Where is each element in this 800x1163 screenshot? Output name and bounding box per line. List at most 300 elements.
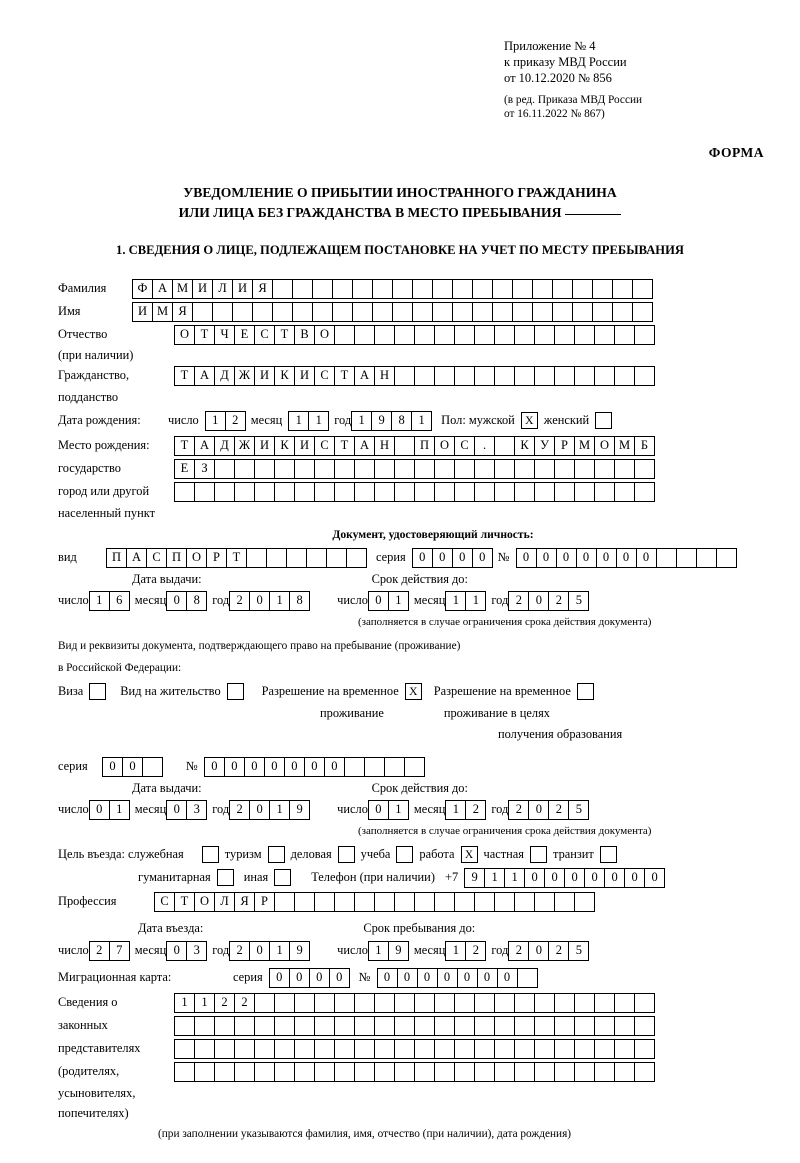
sex-female-checkbox[interactable]	[595, 412, 612, 429]
cell[interactable]	[554, 325, 575, 345]
cell[interactable]	[494, 436, 515, 456]
cell[interactable]: Н	[374, 436, 395, 456]
cell[interactable]	[414, 482, 435, 502]
cell[interactable]: К	[274, 436, 295, 456]
cell[interactable]	[594, 1062, 615, 1082]
cell[interactable]	[372, 302, 393, 322]
cell[interactable]	[634, 1016, 655, 1036]
cell[interactable]: 2	[465, 941, 486, 961]
cell[interactable]: У	[534, 436, 555, 456]
cell[interactable]: 0	[166, 800, 187, 820]
cell[interactable]: 1	[445, 591, 466, 611]
cell[interactable]	[514, 993, 535, 1013]
cell[interactable]	[474, 993, 495, 1013]
cell[interactable]: 2	[234, 993, 255, 1013]
cell[interactable]: Т	[334, 436, 355, 456]
cell[interactable]: 2	[229, 800, 250, 820]
cell[interactable]	[354, 1016, 375, 1036]
cell[interactable]: М	[574, 436, 595, 456]
cell[interactable]	[532, 279, 553, 299]
cell[interactable]: 0	[249, 800, 270, 820]
cell[interactable]: 0	[457, 968, 478, 988]
sex-male-checkbox[interactable]: X	[521, 412, 538, 429]
cell[interactable]	[234, 1062, 255, 1082]
cell[interactable]	[374, 1039, 395, 1059]
cell[interactable]: Ж	[234, 366, 255, 386]
cell[interactable]: 1	[368, 941, 389, 961]
cell[interactable]	[214, 1016, 235, 1036]
cell[interactable]: 1	[388, 800, 409, 820]
cell[interactable]	[174, 482, 195, 502]
cell[interactable]: О	[594, 436, 615, 456]
legal-rep-cells-row-3[interactable]	[174, 1039, 654, 1059]
cell[interactable]	[334, 325, 355, 345]
cell[interactable]: 0	[437, 968, 458, 988]
cell[interactable]	[292, 279, 313, 299]
cell[interactable]: Ч	[214, 325, 235, 345]
cell[interactable]: 8	[289, 591, 310, 611]
cell[interactable]	[434, 459, 455, 479]
cell[interactable]: С	[314, 436, 335, 456]
cell[interactable]	[574, 1016, 595, 1036]
cell[interactable]: 9	[371, 411, 392, 431]
cell[interactable]	[634, 1062, 655, 1082]
cell[interactable]	[414, 459, 435, 479]
cell[interactable]	[554, 993, 575, 1013]
cell[interactable]	[174, 1039, 195, 1059]
cell[interactable]: Ф	[132, 279, 153, 299]
cell[interactable]: 0	[497, 968, 518, 988]
cell[interactable]	[554, 482, 575, 502]
doc-issue-month-cells[interactable]	[166, 591, 206, 611]
cell[interactable]: 5	[568, 941, 589, 961]
cell[interactable]: Я	[172, 302, 193, 322]
cell[interactable]	[554, 459, 575, 479]
cell[interactable]	[214, 1039, 235, 1059]
cell[interactable]	[432, 302, 453, 322]
cell[interactable]	[612, 279, 633, 299]
cell[interactable]	[432, 279, 453, 299]
cell[interactable]	[494, 366, 515, 386]
cell[interactable]	[434, 482, 455, 502]
cell[interactable]	[494, 459, 515, 479]
cell[interactable]	[314, 892, 335, 912]
cell[interactable]: 1	[205, 411, 226, 431]
cell[interactable]	[292, 302, 313, 322]
cell[interactable]	[274, 892, 295, 912]
stayto-month-cells[interactable]	[445, 941, 485, 961]
cell[interactable]	[246, 548, 267, 568]
cell[interactable]: М	[614, 436, 635, 456]
entry-day-cells[interactable]	[89, 941, 129, 961]
cell[interactable]	[632, 279, 653, 299]
cell[interactable]: О	[434, 436, 455, 456]
cell[interactable]	[614, 366, 635, 386]
cell[interactable]	[314, 482, 335, 502]
stay-issue-day-cells[interactable]	[89, 800, 129, 820]
cell[interactable]	[392, 279, 413, 299]
cell[interactable]: С	[146, 548, 167, 568]
cell[interactable]	[314, 1062, 335, 1082]
cell[interactable]	[592, 279, 613, 299]
cell[interactable]	[334, 892, 355, 912]
cell[interactable]: 0	[122, 757, 143, 777]
cell[interactable]: 9	[464, 868, 485, 888]
cell[interactable]	[354, 1039, 375, 1059]
cell[interactable]	[632, 302, 653, 322]
cell[interactable]	[352, 279, 373, 299]
cell[interactable]: 1	[174, 993, 195, 1013]
cell[interactable]	[254, 1039, 275, 1059]
cell[interactable]: Т	[226, 548, 247, 568]
cell[interactable]	[634, 325, 655, 345]
cell[interactable]: О	[314, 325, 335, 345]
cell[interactable]	[534, 482, 555, 502]
cell[interactable]	[474, 1016, 495, 1036]
cell[interactable]	[354, 459, 375, 479]
cell[interactable]: 0	[269, 968, 290, 988]
cell[interactable]: Р	[254, 892, 275, 912]
cell[interactable]	[374, 1062, 395, 1082]
cell[interactable]	[594, 482, 615, 502]
cell[interactable]: 0	[556, 548, 577, 568]
cell[interactable]: 0	[477, 968, 498, 988]
cell[interactable]	[394, 366, 415, 386]
cell[interactable]	[334, 1039, 355, 1059]
cell[interactable]	[614, 1039, 635, 1059]
cell[interactable]: 1	[194, 993, 215, 1013]
cell[interactable]	[532, 302, 553, 322]
cell[interactable]: 1	[288, 411, 309, 431]
cell[interactable]: 1	[269, 591, 290, 611]
stayto-year-cells[interactable]	[508, 941, 588, 961]
cell[interactable]	[634, 459, 655, 479]
cell[interactable]	[374, 325, 395, 345]
cell[interactable]	[414, 892, 435, 912]
purpose-humanitarian-checkbox[interactable]	[217, 869, 234, 886]
cell[interactable]	[414, 1039, 435, 1059]
cell[interactable]: Я	[234, 892, 255, 912]
cell[interactable]	[306, 548, 327, 568]
cell[interactable]	[354, 482, 375, 502]
cell[interactable]: 3	[186, 941, 207, 961]
cell[interactable]	[574, 325, 595, 345]
cell[interactable]	[194, 1016, 215, 1036]
cell[interactable]: К	[274, 366, 295, 386]
cell[interactable]: 1	[445, 800, 466, 820]
doc-series-cells[interactable]	[412, 548, 492, 568]
cell[interactable]	[394, 1039, 415, 1059]
cell[interactable]	[574, 1039, 595, 1059]
cell[interactable]	[194, 482, 215, 502]
cell[interactable]	[374, 482, 395, 502]
cell[interactable]: 0	[244, 757, 265, 777]
cell[interactable]: 9	[289, 941, 310, 961]
cell[interactable]: 0	[324, 757, 345, 777]
cell[interactable]	[294, 892, 315, 912]
birth-month-cells[interactable]	[288, 411, 328, 431]
stay-issue-year-cells[interactable]	[229, 800, 309, 820]
cell[interactable]	[534, 1039, 555, 1059]
cell[interactable]: Д	[214, 366, 235, 386]
cell[interactable]	[394, 1062, 415, 1082]
cell[interactable]	[384, 757, 405, 777]
cell[interactable]	[454, 1062, 475, 1082]
cell[interactable]	[254, 459, 275, 479]
cell[interactable]: О	[186, 548, 207, 568]
cell[interactable]	[454, 482, 475, 502]
cell[interactable]	[374, 892, 395, 912]
cell[interactable]: 1	[504, 868, 525, 888]
cell[interactable]	[492, 279, 513, 299]
cell[interactable]	[454, 892, 475, 912]
legal-rep-cells-row-4[interactable]	[174, 1062, 654, 1082]
cell[interactable]: 0	[329, 968, 350, 988]
cell[interactable]	[286, 548, 307, 568]
cell[interactable]: Л	[212, 279, 233, 299]
cell[interactable]	[594, 366, 615, 386]
cell[interactable]: 0	[624, 868, 645, 888]
cell[interactable]	[514, 892, 535, 912]
cell[interactable]: Е	[234, 325, 255, 345]
cell[interactable]	[294, 1062, 315, 1082]
cell[interactable]: 1	[388, 591, 409, 611]
cell[interactable]: 2	[225, 411, 246, 431]
cell[interactable]	[332, 302, 353, 322]
cell[interactable]: 0	[596, 548, 617, 568]
cell[interactable]	[474, 482, 495, 502]
cell[interactable]: 1	[89, 591, 110, 611]
cell[interactable]	[232, 302, 253, 322]
cell[interactable]	[414, 325, 435, 345]
cell[interactable]	[574, 1062, 595, 1082]
cell[interactable]	[554, 1016, 575, 1036]
cell[interactable]	[214, 482, 235, 502]
cell[interactable]: Р	[206, 548, 227, 568]
cell[interactable]: 0	[616, 548, 637, 568]
doc-valid-day-cells[interactable]	[368, 591, 408, 611]
cell[interactable]: Р	[554, 436, 575, 456]
stay-valid-year-cells[interactable]	[508, 800, 588, 820]
cell[interactable]: 0	[576, 548, 597, 568]
stay-number-cells[interactable]	[204, 757, 424, 777]
cell[interactable]	[474, 459, 495, 479]
cell[interactable]	[234, 1039, 255, 1059]
cell[interactable]	[354, 1062, 375, 1082]
cell[interactable]	[676, 548, 697, 568]
cell[interactable]: 0	[377, 968, 398, 988]
cell[interactable]: 2	[548, 800, 569, 820]
cell[interactable]: М	[172, 279, 193, 299]
cell[interactable]	[472, 279, 493, 299]
cell[interactable]: О	[174, 325, 195, 345]
cell[interactable]: 2	[89, 941, 110, 961]
cell[interactable]: Т	[174, 366, 195, 386]
cell[interactable]	[312, 302, 333, 322]
cell[interactable]	[434, 366, 455, 386]
cell[interactable]	[374, 993, 395, 1013]
cell[interactable]	[234, 482, 255, 502]
cell[interactable]: 0	[472, 548, 493, 568]
cell[interactable]: 0	[584, 868, 605, 888]
cell[interactable]: 0	[644, 868, 665, 888]
cell[interactable]	[326, 548, 347, 568]
cell[interactable]	[394, 892, 415, 912]
cell[interactable]	[594, 325, 615, 345]
cell[interactable]	[194, 1039, 215, 1059]
doc-issue-year-cells[interactable]	[229, 591, 309, 611]
cell[interactable]	[452, 302, 473, 322]
cell[interactable]: С	[254, 325, 275, 345]
cell[interactable]: Т	[194, 325, 215, 345]
cell[interactable]: 0	[524, 868, 545, 888]
cell[interactable]	[716, 548, 737, 568]
cell[interactable]	[294, 459, 315, 479]
purpose-tourism-checkbox[interactable]	[268, 846, 285, 863]
cell[interactable]	[452, 279, 473, 299]
cell[interactable]	[514, 459, 535, 479]
cell[interactable]	[494, 993, 515, 1013]
cell[interactable]	[192, 302, 213, 322]
cell[interactable]	[634, 366, 655, 386]
cell[interactable]	[294, 993, 315, 1013]
cell[interactable]: 0	[166, 941, 187, 961]
migration-number-cells[interactable]	[377, 968, 537, 988]
cell[interactable]: И	[192, 279, 213, 299]
cell[interactable]: Н	[374, 366, 395, 386]
cell[interactable]	[614, 1062, 635, 1082]
stay-valid-month-cells[interactable]	[445, 800, 485, 820]
cell[interactable]: И	[294, 366, 315, 386]
cell[interactable]	[174, 1016, 195, 1036]
cell[interactable]: Т	[274, 325, 295, 345]
cell[interactable]: П	[414, 436, 435, 456]
cell[interactable]: Е	[174, 459, 195, 479]
cell[interactable]: 0	[452, 548, 473, 568]
cell[interactable]: .	[474, 436, 495, 456]
birthplace-cells-row-2[interactable]	[174, 459, 654, 479]
cell[interactable]	[454, 993, 475, 1013]
cell[interactable]	[574, 366, 595, 386]
cell[interactable]: А	[354, 436, 375, 456]
cell[interactable]	[354, 325, 375, 345]
cell[interactable]	[534, 993, 555, 1013]
cell[interactable]: И	[254, 436, 275, 456]
cell[interactable]	[372, 279, 393, 299]
cell[interactable]: А	[354, 366, 375, 386]
cell[interactable]	[404, 757, 425, 777]
cell[interactable]	[614, 1016, 635, 1036]
cell[interactable]: А	[152, 279, 173, 299]
cell[interactable]: Б	[634, 436, 655, 456]
entry-year-cells[interactable]	[229, 941, 309, 961]
cell[interactable]	[394, 1016, 415, 1036]
cell[interactable]	[534, 459, 555, 479]
cell[interactable]: 0	[284, 757, 305, 777]
birthplace-cells-row-3[interactable]	[174, 482, 654, 502]
cell[interactable]	[392, 302, 413, 322]
cell[interactable]	[344, 757, 365, 777]
purpose-private-checkbox[interactable]	[530, 846, 547, 863]
cell[interactable]	[414, 1016, 435, 1036]
cell[interactable]	[474, 1062, 495, 1082]
residence-permit-checkbox[interactable]	[227, 683, 244, 700]
cell[interactable]	[352, 302, 373, 322]
cell[interactable]	[474, 892, 495, 912]
cell[interactable]	[514, 325, 535, 345]
edu-residence-checkbox[interactable]	[577, 683, 594, 700]
cell[interactable]: 1	[465, 591, 486, 611]
cell[interactable]	[594, 1039, 615, 1059]
cell[interactable]: 0	[417, 968, 438, 988]
cell[interactable]	[656, 548, 677, 568]
cell[interactable]	[574, 482, 595, 502]
cell[interactable]	[294, 1016, 315, 1036]
cell[interactable]: С	[454, 436, 475, 456]
doc-valid-year-cells[interactable]	[508, 591, 588, 611]
cell[interactable]	[434, 1062, 455, 1082]
cell[interactable]: 1	[445, 941, 466, 961]
cell[interactable]	[354, 993, 375, 1013]
cell[interactable]	[274, 1062, 295, 1082]
cell[interactable]: 0	[528, 800, 549, 820]
legal-rep-cells-row-2[interactable]	[174, 1016, 654, 1036]
profession-cells[interactable]	[154, 892, 594, 912]
cell[interactable]	[434, 1039, 455, 1059]
cell[interactable]: Д	[214, 436, 235, 456]
cell[interactable]	[614, 993, 635, 1013]
cell[interactable]: 2	[548, 941, 569, 961]
cell[interactable]	[334, 459, 355, 479]
cell[interactable]	[214, 459, 235, 479]
cell[interactable]	[334, 993, 355, 1013]
cell[interactable]	[514, 366, 535, 386]
cell[interactable]	[312, 279, 333, 299]
cell[interactable]	[517, 968, 538, 988]
cell[interactable]	[612, 302, 633, 322]
cell[interactable]	[494, 1016, 515, 1036]
cell[interactable]	[554, 1039, 575, 1059]
cell[interactable]: 0	[249, 591, 270, 611]
cell[interactable]	[314, 993, 335, 1013]
cell[interactable]: И	[132, 302, 153, 322]
cell[interactable]	[512, 279, 533, 299]
cell[interactable]	[454, 1016, 475, 1036]
cell[interactable]: 1	[484, 868, 505, 888]
cell[interactable]: 0	[397, 968, 418, 988]
cell[interactable]	[454, 459, 475, 479]
cell[interactable]: 2	[508, 941, 529, 961]
phone-cells[interactable]	[464, 868, 664, 888]
cell[interactable]: 0	[102, 757, 123, 777]
cell[interactable]	[572, 302, 593, 322]
cell[interactable]	[414, 993, 435, 1013]
cell[interactable]: 9	[289, 800, 310, 820]
cell[interactable]: П	[166, 548, 187, 568]
temp-residence-checkbox[interactable]: X	[405, 683, 422, 700]
cell[interactable]	[534, 1016, 555, 1036]
cell[interactable]	[534, 325, 555, 345]
name-cells[interactable]	[132, 302, 652, 322]
cell[interactable]	[194, 1062, 215, 1082]
cell[interactable]: 0	[432, 548, 453, 568]
cell[interactable]	[454, 366, 475, 386]
cell[interactable]	[274, 1016, 295, 1036]
birth-year-cells[interactable]	[351, 411, 431, 431]
cell[interactable]: П	[106, 548, 127, 568]
cell[interactable]	[534, 892, 555, 912]
cell[interactable]: 1	[269, 800, 290, 820]
